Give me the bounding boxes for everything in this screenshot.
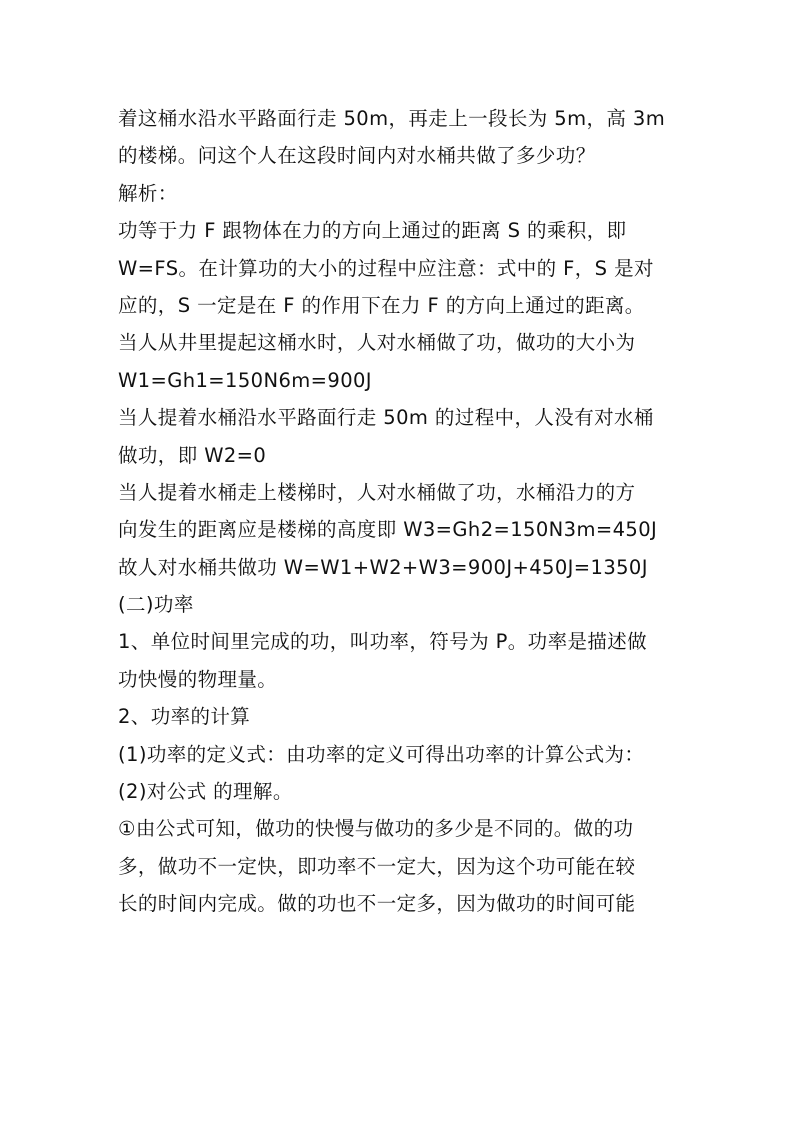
text-line: 功快慢的物理量。 [118, 667, 278, 691]
text-line: 功等于力 F 跟物体在力的方向上通过的距离 S 的乘积，即 [118, 219, 627, 243]
text-line: W1=Gh1=150N6m=900J [118, 368, 372, 392]
text-line: 1、单位时间里完成的功，叫功率，符号为 P。功率是描述做 [118, 630, 648, 654]
text-line: 向发生的距离应是楼梯的高度即 W3=Gh2=150N3m=450J [118, 518, 658, 542]
text-line: (1)功率的定义式：由功率的定义可得出功率的计算公式为： [118, 742, 645, 766]
document-body [118, 100, 678, 923]
text-line: 长的时间内完成。做的功也不一定多，因为做功的时间可能 [118, 892, 636, 916]
text-line: (2)对公式 的理解。 [118, 780, 293, 804]
text-line: 当人提着水桶沿水平路面行走 50m 的过程中，人没有对水桶 [118, 406, 654, 430]
text-line: 应的，S 一定是在 F 的作用下在力 F 的方向上通过的距离。 [118, 293, 645, 317]
text-line: 当人提着水桶走上楼梯时，人对水桶做了功，水桶沿力的方 [118, 480, 636, 504]
section-heading: (二)功率 [118, 593, 194, 617]
text-line: W=FS。在计算功的大小的过程中应注意：式中的 F，S 是对 [118, 256, 654, 280]
text-line: 当人从井里提起这桶水时，人对水桶做了功，做功的大小为 [118, 331, 636, 355]
text-line: 多，做功不一定快，即功率不一定大，因为这个功可能在较 [118, 854, 636, 878]
text-line: ①由公式可知，做功的快慢与做功的多少是不同的。做的功 [118, 817, 634, 841]
text-line: 做功，即 W2=0 [118, 443, 267, 467]
text-line: 解析： [118, 181, 178, 205]
text-line: 的楼梯。问这个人在这段时间内对水桶共做了多少功？ [118, 144, 596, 168]
subsection-heading: 2、功率的计算 [118, 705, 251, 729]
text-line: 着这桶水沿水平路面行走 50m，再走上一段长为 5m，高 3m [118, 107, 666, 130]
text-line: 故人对水桶共做功 W=W1+W2+W3=900J+450J=1350J [118, 555, 648, 579]
